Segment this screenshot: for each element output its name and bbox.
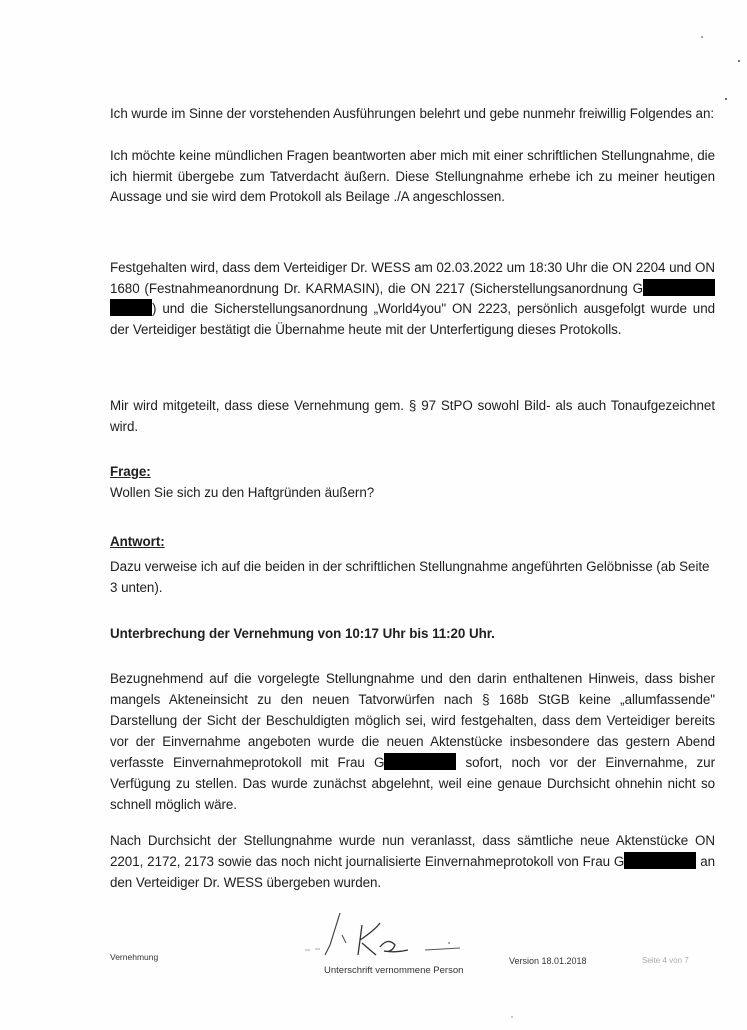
footer-version: Version 18.01.2018 bbox=[509, 956, 587, 966]
conclusion-text-1: Nach Durchsicht der Stellungnahme wurde nun veranlasst, dass sämtliche neue Aktenstücke ON 2201, 2172, 2173 sowie das noch nicht journalisierte Einvernahmeprotokoll von Frau G bbox=[110, 833, 715, 869]
question-text: Wollen Sie sich zu den Haftgründen äußern? bbox=[110, 485, 375, 500]
reference-text-2: sofort, noch vor der Einvernahme, zur Verfügung zu stellen. Das wurde zunächst abgelehnt, weil eine genaue Durchsicht ohnehin nicht so schnell möglich wäre. bbox=[110, 755, 715, 812]
redaction-box bbox=[643, 279, 715, 296]
redaction-box bbox=[384, 753, 456, 770]
conclusion-text-2: an den Verteidiger Dr. WESS übergeben wurden. bbox=[110, 854, 716, 890]
statement-paragraph: Ich möchte keine mündlichen Fragen beantworten aber mich mit einer schriftlichen Stellungnahme, die ich hiermit übergebe zum Tatverdacht äußern. Diese Stellungnahme erhebe ich zu meiner heutigen Aussage und sie wird dem Protokoll als Beilage ./A angeschlossen. bbox=[110, 148, 715, 204]
conclusion-paragraph bbox=[110, 830, 715, 893]
redaction-box bbox=[624, 852, 696, 869]
answer-text: Dazu verweise ich auf die beiden in der schriftlichen Stellungnahme angeführten Gelöbnisse (ab Seite 3 unten). bbox=[110, 559, 710, 595]
page-number: Seite 4 von 7 bbox=[642, 956, 689, 965]
question-label: Frage: bbox=[110, 464, 151, 479]
recording-notice: Mir wird mitgeteilt, dass diese Vernehmung gem. § 97 StPO sowohl Bild- als auch Tonaufgezeichnet wird. bbox=[110, 398, 715, 434]
scan-speck bbox=[725, 98, 727, 100]
signature-label: Unterschrift vernommene Person bbox=[324, 965, 464, 976]
handover-paragraph bbox=[110, 258, 715, 340]
reference-text-1: Bezugnehmend auf die vorgelegte Stellungnahme und den darin enthaltenen Hinweis, dass bisher mangels Akteneinsicht zu den neuen Tatvorwürfen nach § 168b StGB keine „allumfassende" Darstellung der Sicht der Beschuldigten möglich sei, wird festgehalten, dass dem Verteidiger bereits vor der Einvernahme angeboten wurde die neuen Aktenstücke insbesondere das gestern Abend verfasste Einvernahmeprotokoll mit Frau G bbox=[110, 671, 715, 770]
scan-speck bbox=[701, 36, 703, 38]
scan-speck bbox=[738, 60, 740, 62]
interruption-heading: Unterbrechung der Vernehmung von 10:17 Uhr bis 11:20 Uhr. bbox=[110, 626, 495, 641]
footer-document-type: Vernehmung bbox=[110, 952, 159, 962]
signature-image bbox=[300, 905, 470, 965]
handover-text-1: Festgehalten wird, dass dem Verteidiger Dr. WESS am 02.03.2022 um 18:30 Uhr die ON 2204 und ON 1680 (Festnahmeanordnung Dr. KARMASIN), die ON 2217 (Sicherstellungsanordnung G bbox=[110, 260, 715, 296]
answer-label: Antwort: bbox=[110, 534, 165, 549]
intro-paragraph: Ich wurde im Sinne der vorstehenden Ausführungen belehrt und gebe nunmehr freiwillig Folgendes an: bbox=[110, 106, 715, 121]
redaction-box bbox=[110, 299, 152, 316]
scan-speck bbox=[511, 1016, 513, 1018]
handover-text-2: ) und die Sicherstellungsanordnung „World4you" ON 2223, persönlich ausgefolgt wurde und der Verteidiger bestätigt die Übernahme heute mit der Unterfertigung dieses Protokolls. bbox=[110, 301, 715, 337]
reference-paragraph bbox=[110, 668, 715, 815]
